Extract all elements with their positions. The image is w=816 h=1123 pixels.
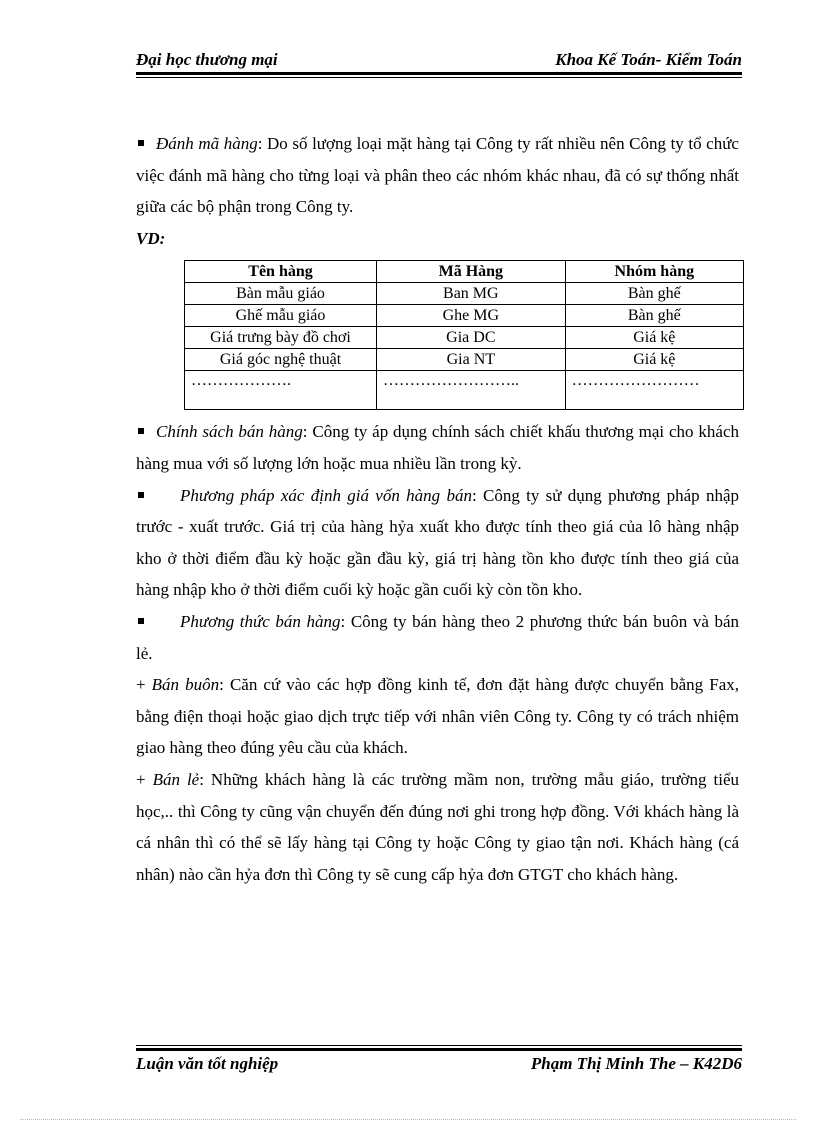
page-header bbox=[136, 50, 742, 70]
term-phuong-phap: Phương pháp xác định giá vốn hàng bán bbox=[180, 485, 472, 505]
prefix-ban-le: + bbox=[136, 769, 153, 789]
paragraph-phuong-thuc bbox=[136, 606, 739, 669]
paragraph-chinh-sach bbox=[136, 416, 739, 479]
term-ban-buon: Bán buôn bbox=[151, 675, 220, 695]
table-header: Mã Hàng bbox=[377, 261, 566, 283]
table-cell: Bàn mẫu giáo bbox=[185, 283, 377, 305]
table-cell: …………………… bbox=[565, 371, 743, 410]
prefix-ban-buon: + bbox=[136, 675, 152, 695]
text-phuong-thuc: : Công ty bán hàng theo 2 phương thức bán buôn và bán lẻ. bbox=[136, 611, 739, 663]
table-row bbox=[185, 283, 744, 305]
paragraph-ban-buon bbox=[136, 669, 739, 764]
table-cell: Giá trưng bày đồ chơi bbox=[185, 327, 377, 349]
page-footer bbox=[136, 1054, 742, 1074]
footer-rule-thin bbox=[136, 1045, 742, 1046]
table-header: Tên hàng bbox=[185, 261, 377, 283]
bullet-icon bbox=[138, 428, 144, 434]
text-ban-buon: : Căn cứ vào các hợp đồng kinh tế, đơn đặt hàng được chuyển bằng Fax, bằng điện thoại hoặc giao dịch trực tiếp với nhân viên Công ty. Công ty có trách nhiệm giao hàng theo đúng yêu cầu của khách. bbox=[136, 675, 740, 758]
table-cell: Bàn ghế bbox=[565, 283, 743, 305]
table-cell: Bàn ghế bbox=[565, 305, 743, 327]
paragraph-danh-ma-hang bbox=[136, 128, 739, 223]
term-ban-le: Bán lẻ bbox=[152, 769, 200, 789]
header-faculty: Khoa Kế Toán- Kiểm Toán bbox=[555, 50, 742, 69]
term-phuong-thuc: Phương thức bán hàng bbox=[180, 611, 341, 631]
page-edge-divider bbox=[20, 1119, 796, 1120]
table-cell: Gia DC bbox=[377, 327, 566, 349]
table-row bbox=[185, 327, 744, 349]
text-danh-ma-hang: : Do số lượng loại mặt hàng tại Công ty rất nhiều nên Công ty tổ chức việc đánh mã hàng cho từng loại và phân theo các nhóm khác nhau, đã có sự thống nhất giữa các bộ phận trong Công ty. bbox=[136, 134, 739, 217]
table-cell: Gia NT bbox=[377, 349, 566, 371]
term-chinh-sach: Chính sách bán hàng bbox=[156, 422, 303, 442]
table-row bbox=[185, 349, 744, 371]
table-header: Nhóm hàng bbox=[565, 261, 743, 283]
body-content bbox=[136, 128, 739, 890]
paragraph-phuong-phap bbox=[136, 480, 739, 606]
bullet-icon bbox=[138, 492, 144, 498]
paragraph-ban-le bbox=[136, 764, 739, 890]
table-row-ellipsis bbox=[185, 371, 744, 410]
text-chinh-sach: : Công ty áp dụng chính sách chiết khấu thương mại cho khách hàng mua với số lượng lớn hoặc mua nhiều lần trong kỳ. bbox=[136, 422, 739, 473]
header-university: Đại học thương mại bbox=[136, 50, 278, 69]
header-rule-thick bbox=[136, 72, 742, 75]
table-cell: ………………. bbox=[185, 371, 377, 410]
table-cell: Ghế mẫu giáo bbox=[185, 305, 377, 327]
product-code-table bbox=[184, 260, 744, 410]
footer-thesis-label: Luận văn tốt nghiệp bbox=[136, 1054, 279, 1073]
table-cell: Giá góc nghệ thuật bbox=[185, 349, 377, 371]
table-header-row bbox=[185, 261, 744, 283]
text-ban-le: : Những khách hàng là các trường mầm non, trường mẫu giáo, trường tiểu học,.. thì Công ty cũng vận chuyển đến đúng nơi ghi trong hợp đồng. Với khách hàng là cá nhân thì có thể sẽ lấy hàng tại Công ty hoặc Công ty giao tận nơi. Khách hàng (cá nhân) nào cần hỷa đơn thì Công ty sẽ cung cấp hỷa đơn GTGT cho khách hàng. bbox=[136, 769, 740, 884]
table-cell: Giá kệ bbox=[565, 349, 743, 371]
table-row bbox=[185, 305, 744, 327]
table-cell: Ban MG bbox=[377, 283, 566, 305]
footer-rule-thick bbox=[136, 1048, 742, 1051]
header-rule-thin bbox=[136, 77, 742, 78]
text-phuong-phap: : Công ty sử dụng phương pháp nhập trước - xuất trước. Giá trị của hàng hỷa xuất kho được tính theo giá của lô hàng nhập kho ở thời điểm đầu kỳ hoặc gần đầu kỳ, giá trị hàng tồn kho được tính theo giá của hàng nhập kho ở thời điểm cuối kỳ hoặc gần cuối kỳ còn tồn kho. bbox=[136, 485, 739, 600]
footer-author: Phạm Thị Minh The – K42D6 bbox=[530, 1054, 742, 1073]
table-cell: Ghe MG bbox=[377, 305, 566, 327]
bullet-icon bbox=[138, 618, 144, 624]
bullet-icon bbox=[138, 140, 144, 146]
term-danh-ma-hang: Đánh mã hàng bbox=[156, 134, 258, 153]
table-cell: …………………….. bbox=[377, 371, 566, 410]
table-cell: Giá kệ bbox=[565, 327, 743, 349]
example-label: VD: bbox=[136, 228, 166, 248]
